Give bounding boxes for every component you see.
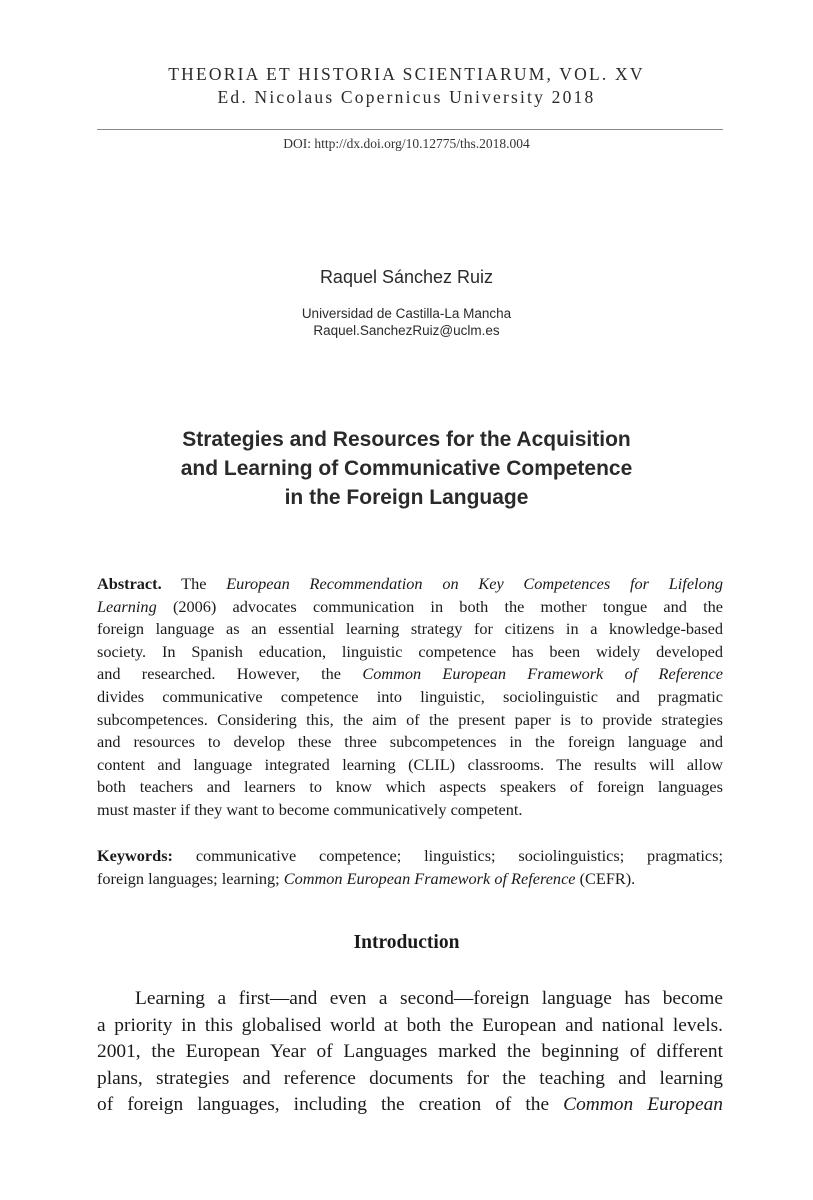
- paper-title: [0, 425, 813, 512]
- abstract-line: foreign language as an essential learning strategy for citizens in a knowledge-based: [97, 619, 723, 639]
- header-divider: [97, 129, 723, 130]
- keywords-label: Keywords:: [97, 846, 173, 865]
- intro-line: Learning a first—and even a second—foreign language has become: [135, 988, 723, 1009]
- abstract-line: Abstract. The European Recommendation on Key Competences for Lifelong: [97, 574, 723, 593]
- abstract-line: content and language integrated learning (CLIL) classrooms. The results will allow: [97, 754, 723, 774]
- author-email[interactable]: Raquel.SanchezRuiz@uclm.es: [313, 323, 500, 338]
- author-affiliation-block: [0, 305, 813, 339]
- author-name: Raquel Sánchez Ruiz: [319, 267, 494, 287]
- keywords: [97, 845, 723, 890]
- journal-header: [0, 63, 813, 109]
- abstract-line: both teachers and learners to know which aspects speakers of foreign languages: [97, 777, 723, 797]
- intro-line: plans, strategies and reference documents for the teaching and learning: [97, 1067, 723, 1089]
- title-line: and Learning of Communicative Competence: [180, 457, 633, 480]
- section-heading: Introduction: [353, 932, 460, 953]
- abstract-line: and resources to develop these three subcompetences in the foreign language and: [97, 732, 723, 752]
- author-affiliation: Universidad de Castilla-La Mancha: [301, 306, 512, 321]
- intro-line: of foreign languages, including the creation of the Common European: [97, 1094, 723, 1115]
- doi-link[interactable]: DOI: http://dx.doi.org/10.12775/ths.2018.004: [283, 136, 530, 151]
- title-line: in the Foreign Language: [284, 486, 529, 509]
- intro-line: 2001, the European Year of Languages marked the beginning of different: [97, 1041, 723, 1062]
- journal-title: THEORIA ET HISTORIA SCIENTIARUM, VOL. XV: [168, 64, 645, 84]
- abstract: [97, 573, 723, 822]
- journal-publisher: Ed. Nicolaus Copernicus University 2018: [217, 87, 596, 107]
- abstract-line: subcompetences. Considering this, the aim of the present paper is to provide strategies: [97, 709, 723, 729]
- abstract-line: Learning (2006) advocates communication in both the mother tongue and the: [97, 596, 723, 616]
- abstract-line: must master if they want to become communicatively competent.: [97, 799, 523, 819]
- intro-line: a priority in this globalised world at both the European and national levels.: [97, 1014, 723, 1036]
- abstract-line: divides communicative competence into linguistic, sociolinguistic and pragmatic: [97, 686, 723, 706]
- keywords-line: foreign languages; learning; Common European Framework of Reference (CEFR).: [97, 868, 636, 888]
- abstract-label: Abstract.: [97, 574, 162, 593]
- abstract-line: society. In Spanish education, linguistic competence has been widely developed: [97, 641, 723, 661]
- introduction-text: [97, 986, 723, 1119]
- abstract-line: and researched. However, the Common European Framework of Reference: [97, 664, 723, 684]
- title-line: Strategies and Resources for the Acquisition: [182, 428, 631, 451]
- keywords-line: Keywords: communicative competence; linguistics; sociolinguistics; pragmatics;: [97, 846, 724, 865]
